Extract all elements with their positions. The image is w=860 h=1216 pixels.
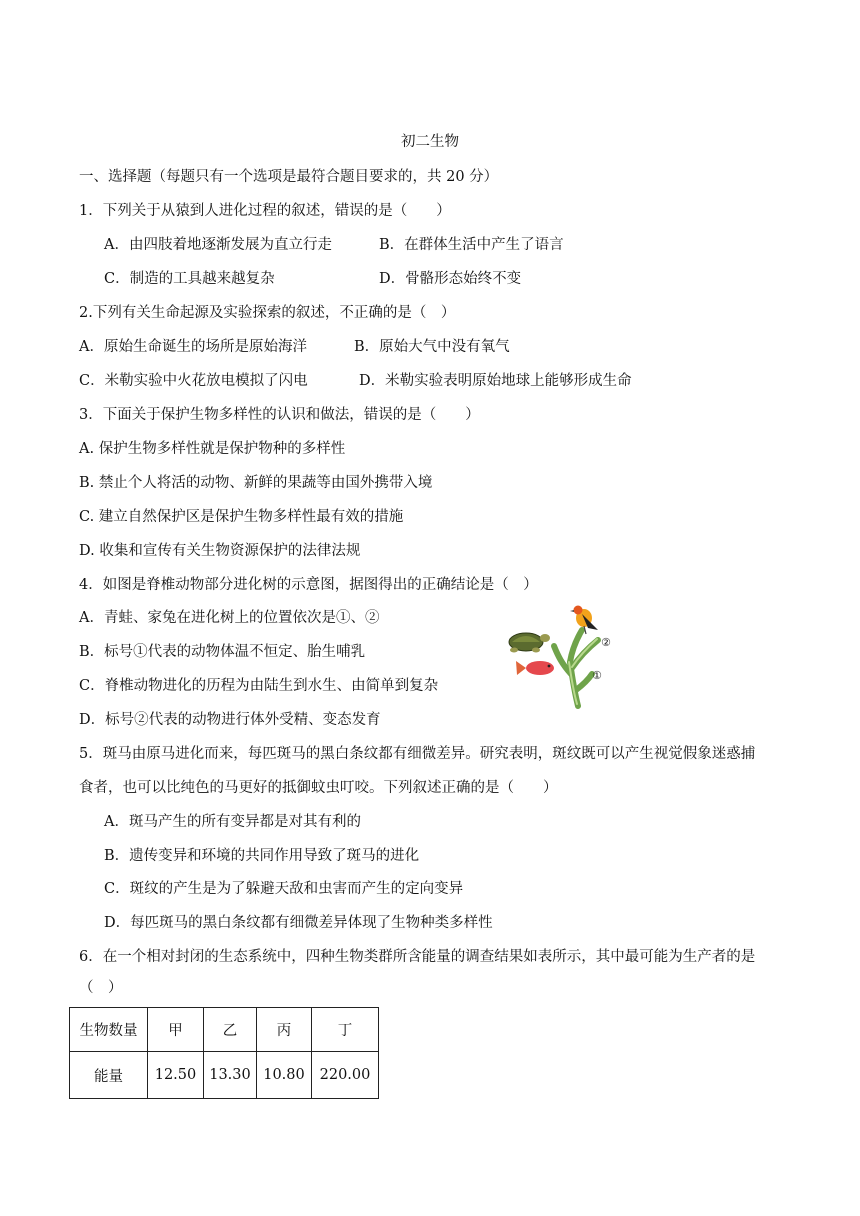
energy-table	[69, 1007, 379, 1099]
q4-stem: 4．如图是脊椎动物部分进化树的示意图，据图得出的正确结论是（ ）	[79, 577, 538, 593]
q3-option-b: B. 禁止个人将活的动物、新鲜的果蔬等由国外携带入境	[79, 475, 433, 491]
fish-illustration	[516, 661, 554, 675]
q2-option-a: A．原始生命诞生的场所是原始海洋	[79, 339, 307, 355]
table-row	[70, 1052, 379, 1099]
q6-stem-line2: （ ）	[79, 980, 123, 996]
q5-option-a: A．斑马产生的所有变异都是对其有利的	[104, 814, 361, 830]
q3-option-c: C. 建立自然保护区是保护生物多样性最有效的措施	[79, 509, 404, 525]
q5-option-d: D．每匹斑马的黑白条纹都有细微差异体现了生物种类多样性	[104, 915, 493, 931]
q3-stem: 3．下面关于保护生物多样性的认识和做法，错误的是（ ）	[79, 407, 480, 423]
q5-stem-line2: 食者，也可以比纯色的马更好的抵御蚊虫叮咬。下列叙述正确的是（ ）	[79, 780, 558, 796]
q5-stem-line1: 5．斑马由原马进化而来，每匹斑马的黑白条纹都有细微差异。研究表明，斑纹既可以产生视觉假象迷惑捕	[79, 746, 756, 762]
tree-branches	[554, 630, 598, 706]
table-header-cell: 丙	[257, 1008, 312, 1052]
table-header-cell: 丁	[312, 1008, 379, 1052]
table-header-cell: 乙	[204, 1008, 257, 1052]
q2-stem: 2.下列有关生命起源及实验探索的叙述，不正确的是（ ）	[79, 305, 456, 321]
table-header-cell: 甲	[148, 1008, 204, 1052]
q2-option-b: B．原始大气中没有氧气	[354, 339, 510, 355]
q6-stem-line1: 6．在一个相对封闭的生态系统中，四种生物类群所含能量的调查结果如表所示，其中最可能为生产者的是	[79, 949, 756, 965]
table-cell: 12.50	[148, 1052, 204, 1099]
q2-option-d: D．米勒实验表明原始地球上能够形成生命	[359, 373, 632, 389]
q4-option-b: B．标号①代表的动物体温不恒定、胎生哺乳	[79, 644, 366, 660]
table-row	[70, 1008, 379, 1052]
section-title: 一、选择题（每题只有一个选项是最符合题目要求的，共 20 分）	[79, 169, 499, 185]
q1-option-a: A．由四肢着地逐渐发展为直立行走	[104, 237, 332, 253]
q4-option-d: D．标号②代表的动物进行体外受精、变态发育	[79, 712, 381, 728]
page-title: 初二生物	[401, 134, 459, 150]
table-header-cell: 生物数量	[70, 1008, 148, 1052]
q2-option-c: C．米勒实验中火花放电模拟了闪电	[79, 373, 308, 389]
q4-option-a: A．青蛙、家兔在进化树上的位置依次是①、②	[79, 610, 380, 626]
table-cell: 220.00	[312, 1052, 379, 1099]
table-cell: 10.80	[257, 1052, 312, 1099]
q1-option-d: D．骨骼形态始终不变	[379, 271, 522, 287]
table-cell: 13.30	[204, 1052, 257, 1099]
q3-option-d: D. 收集和宣传有关生物资源保护的法律法规	[79, 543, 361, 559]
q3-option-a: A. 保护生物多样性就是保护物种的多样性	[79, 441, 346, 457]
q4-option-c: C．脊椎动物进化的历程为由陆生到水生、由简单到复杂	[79, 678, 439, 694]
node-label-1: ①	[592, 669, 602, 682]
q5-option-b: B．遗传变异和环境的共同作用导致了斑马的进化	[104, 848, 420, 864]
q1-stem: 1．下列关于从猿到人进化过程的叙述，错误的是（ ）	[79, 203, 451, 219]
q5-option-c: C．斑纹的产生是为了躲避天敌和虫害而产生的定向变异	[104, 881, 464, 897]
node-label-2: ②	[601, 636, 611, 649]
q1-option-b: B．在群体生活中产生了语言	[379, 237, 564, 253]
table-cell: 能量	[70, 1052, 148, 1099]
evolution-tree-figure	[500, 604, 630, 709]
turtle-illustration	[509, 633, 550, 653]
q1-option-c: C．制造的工具越来越复杂	[104, 271, 275, 287]
